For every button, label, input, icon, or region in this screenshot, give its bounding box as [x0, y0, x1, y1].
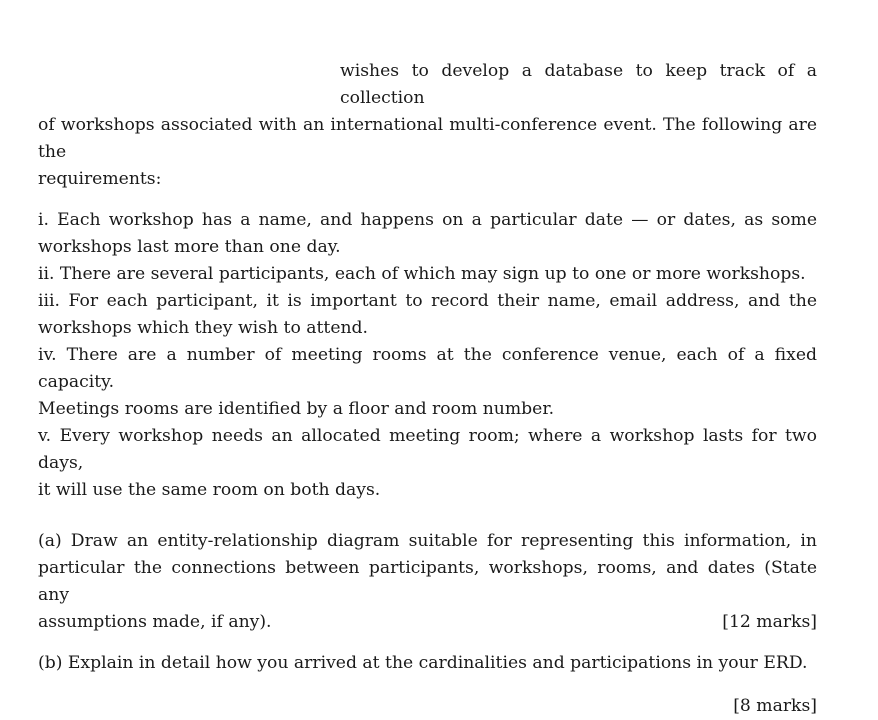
question-b — [38, 650, 817, 720]
requirement-2-line-1: ii. There are several participants, each of which may sign up to one or more workshops. — [38, 264, 806, 284]
question-a-line-2: particular the connections between participants, workshops, rooms, and dates (State any — [38, 558, 817, 605]
requirement-5-line-1: v. Every workshop needs an allocated meeting room; where a workshop lasts for two days, — [38, 426, 817, 473]
question-a-line-1: (a) Draw an entity-relationship diagram suitable for representing this information, in — [38, 531, 817, 551]
exam-question-page — [38, 58, 817, 720]
intro-paragraph — [38, 58, 817, 193]
intro-line-1: wishes to develop a database to keep track of a collection — [340, 61, 817, 108]
requirements-list — [38, 207, 817, 504]
question-a — [38, 528, 817, 636]
question-b-line-1: (b) Explain in detail how you arrived at the cardinalities and participations in your ERD. — [38, 653, 808, 673]
requirement-5-line-2: it will use the same room on both days. — [38, 480, 381, 500]
requirement-4-line-1: iv. There are a number of meeting rooms at the conference venue, each of a fixed capacity. — [38, 345, 817, 392]
intro-line-2: of workshops associated with an international multi-conference event. The following are the — [38, 115, 817, 162]
requirement-3-line-2: workshops which they wish to attend. — [38, 318, 369, 338]
requirement-4-line-2: Meetings rooms are identified by a floor and room number. — [38, 399, 555, 419]
requirement-1-line-1: i. Each workshop has a name, and happens on a particular date — or dates, as some — [38, 210, 817, 230]
requirement-3-line-1: iii. For each participant, it is important to record their name, email address, and the — [38, 291, 817, 311]
question-a-marks: [12 marks] — [722, 612, 817, 632]
question-a-line-3: assumptions made, if any). — [38, 612, 272, 632]
requirement-1-line-2: workshops last more than one day. — [38, 237, 341, 257]
question-b-marks: [8 marks] — [733, 696, 817, 716]
intro-line-3: requirements: — [38, 169, 162, 189]
